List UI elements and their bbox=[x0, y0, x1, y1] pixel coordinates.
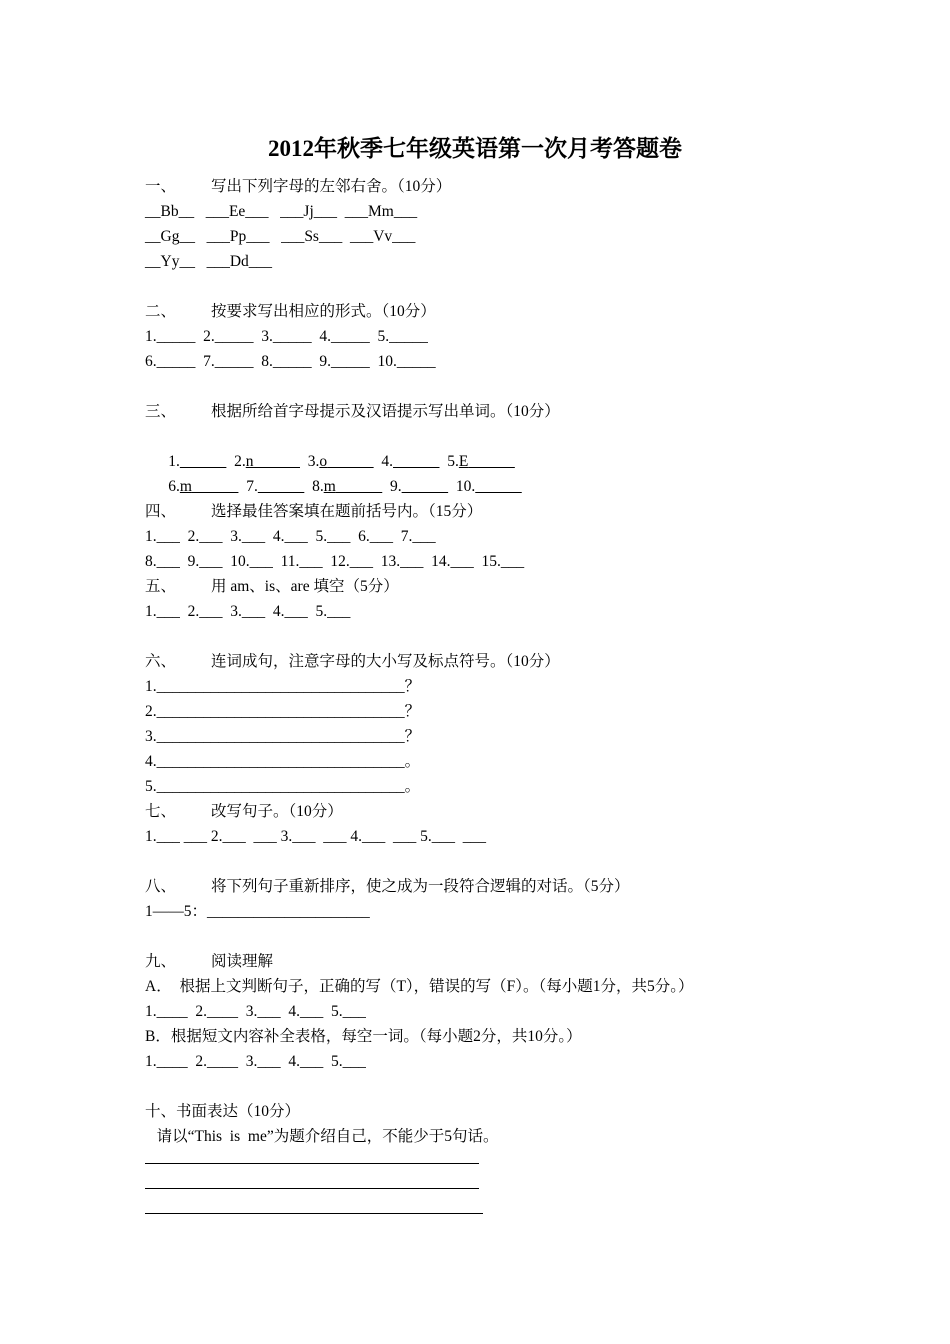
answer-row: 2.________________________________？ bbox=[145, 703, 421, 720]
answer-blank bbox=[475, 478, 522, 495]
answer-blank bbox=[180, 453, 227, 470]
section-instruction: 连词成句，注意字母的大小写及标点符号。（10分） bbox=[211, 653, 560, 670]
item-number: 7. bbox=[238, 478, 258, 495]
writing-prompt: 请以“This is me”为题介绍自己，不能少于5句话。 bbox=[145, 1128, 499, 1145]
item-number: 6. bbox=[168, 478, 180, 495]
section-number: 二、 bbox=[145, 303, 177, 320]
section-instruction: 根据所给首字母提示及汉语提示写出单词。（10分） bbox=[211, 403, 560, 420]
answer-row: 3.________________________________？ bbox=[145, 728, 421, 745]
item-number: 10. bbox=[448, 478, 476, 495]
section-7-heading bbox=[145, 799, 905, 824]
section-6-heading bbox=[145, 649, 905, 674]
answer-sheet-body bbox=[145, 174, 905, 1149]
item-number: 5. bbox=[439, 453, 459, 470]
answer-blank bbox=[324, 478, 383, 495]
section-number: 七、 bbox=[145, 803, 177, 820]
answer-row: 1.___ 2.___ 3.___ 4.___ 5.___ 6.___ 7.___ bbox=[145, 528, 436, 545]
section-1-heading bbox=[145, 174, 905, 199]
section-instruction: 阅读理解 bbox=[211, 953, 274, 970]
answer-row: 8.___ 9.___ 10.___ 11.___ 12.___ 13.___ 14.___ 15.___ bbox=[145, 553, 525, 570]
section-8-heading bbox=[145, 874, 905, 899]
item-number: 2. bbox=[226, 453, 246, 470]
item-number: 8. bbox=[304, 478, 324, 495]
answer-row: 1.________________________________？ bbox=[145, 678, 421, 695]
section-4-heading bbox=[145, 499, 905, 524]
section-10-heading: 十、书面表达（10分） bbox=[145, 1103, 301, 1120]
section-instruction: 改写句子。（10分） bbox=[211, 803, 343, 820]
section-instruction: 用 am、is、are 填空（5分） bbox=[211, 578, 399, 595]
answer-blank bbox=[402, 478, 449, 495]
answer-blank bbox=[246, 453, 300, 470]
answer-row bbox=[145, 424, 905, 470]
section-instruction: 将下列句子重新排序，使之成为一段符合逻辑的对话。（5分） bbox=[211, 878, 630, 895]
answer-blank bbox=[459, 453, 515, 470]
answer-row: 1.____ 2.____ 3.___ 4.___ 5.___ bbox=[145, 1053, 366, 1070]
answer-row: __Gg__ ___Pp___ ___Ss___ ___Vv___ bbox=[145, 228, 416, 245]
item-number: 3. bbox=[300, 453, 320, 470]
answer-blank bbox=[393, 453, 440, 470]
answer-blank bbox=[180, 478, 239, 495]
answer-blank bbox=[258, 478, 305, 495]
section-number: 五、 bbox=[145, 578, 177, 595]
answer-blank bbox=[319, 453, 373, 470]
section-instruction: 写出下列字母的左邻右舍。（10分） bbox=[211, 178, 452, 195]
section-number: 六、 bbox=[145, 653, 177, 670]
writing-line bbox=[145, 1188, 479, 1189]
answer-row: 1._____ 2._____ 3._____ 4._____ 5._____ bbox=[145, 328, 428, 345]
section-instruction: 按要求写出相应的形式。（10分） bbox=[211, 303, 436, 320]
section-instruction: 选择最佳答案填在题前括号内。（15分） bbox=[211, 503, 483, 520]
answer-row: __Yy__ ___Dd___ bbox=[145, 253, 273, 270]
section-number: 四、 bbox=[145, 503, 177, 520]
hint-letter: m bbox=[323, 478, 336, 495]
item-number: 9. bbox=[382, 478, 402, 495]
subsection-a-instruction: A． 根据上文判断句子，正确的写（T），错误的写（F）。（每小题1分，共5分。） bbox=[145, 978, 694, 995]
section-9-heading bbox=[145, 949, 905, 974]
section-number: 九、 bbox=[145, 953, 177, 970]
answer-row: 5.________________________________。 bbox=[145, 778, 421, 795]
page-title: 2012年秋季七年级英语第一次月考答题卷 bbox=[268, 136, 682, 161]
item-number: 1. bbox=[168, 453, 180, 470]
section-number: 一、 bbox=[145, 178, 177, 195]
section-2-heading bbox=[145, 299, 905, 324]
answer-row: 6._____ 7._____ 8._____ 9._____ 10._____ bbox=[145, 353, 436, 370]
answer-row: 1.___ 2.___ 3.___ 4.___ 5.___ bbox=[145, 603, 351, 620]
hint-letter: E bbox=[458, 453, 469, 470]
section-3-heading bbox=[145, 399, 905, 424]
writing-line bbox=[145, 1163, 479, 1164]
hint-letter: n bbox=[245, 453, 254, 470]
hint-letter: o bbox=[319, 453, 328, 470]
hint-letter: m bbox=[179, 478, 192, 495]
answer-row: __Bb__ ___Ee___ ___Jj___ ___Mm___ bbox=[145, 203, 418, 220]
section-number: 八、 bbox=[145, 878, 177, 895]
answer-row: 1.___ ___ 2.___ ___ 3.___ ___ 4.___ ___ 5.___ ___ bbox=[145, 828, 486, 845]
subsection-b-instruction: B．根据短文内容补全表格，每空一词。（每小题2分，共10分。） bbox=[145, 1028, 582, 1045]
answer-row: 1——5：_____________________ bbox=[145, 903, 370, 920]
answer-row: 4.________________________________。 bbox=[145, 753, 421, 770]
section-5-heading bbox=[145, 574, 905, 599]
section-number: 三、 bbox=[145, 403, 177, 420]
item-number: 4. bbox=[373, 453, 393, 470]
writing-line bbox=[145, 1213, 483, 1214]
answer-row: 1.____ 2.____ 3.___ 4.___ 5.___ bbox=[145, 1003, 366, 1020]
